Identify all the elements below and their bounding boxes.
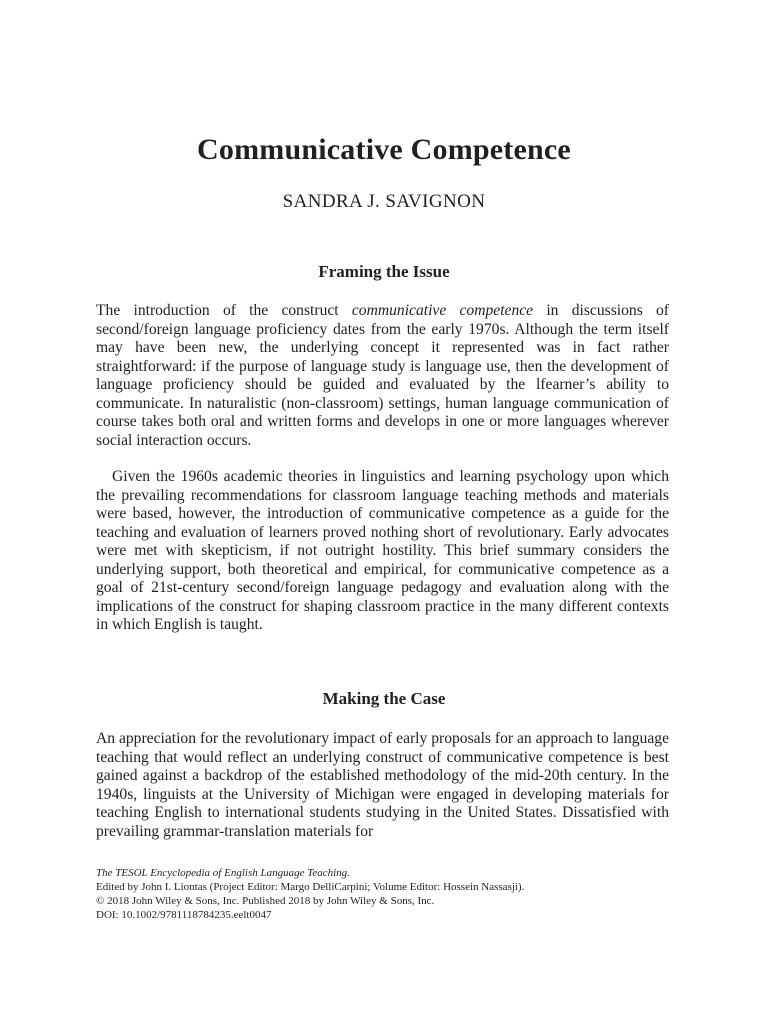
paragraph-framing-1 [96,302,669,450]
section-heading-making: Making the Case [322,689,446,708]
footer-editors: Edited by John I. Liontas (Project Editor: Margo DelliCarpini; Volume Editor: Hossein Nassasji). [96,881,525,893]
footer-journal: The TESOL Encyclopedia of English Language Teaching. [96,867,350,879]
section-heading-framing: Framing the Issue [318,262,450,281]
paragraph-text: The introduction of the construct [96,302,352,319]
footer-doi: DOI: 10.1002/9781118784235.eelt0047 [96,909,272,921]
article-title: Communicative Competence [197,133,571,166]
article-author: SANDRA J. SAVIGNON [282,191,486,212]
paragraph-framing-2: Given the 1960s academic theories in linguistics and learning psychology upon which the prevailing recommendations for classroom language teaching methods and materials were based, however, the introduction of communicative competence as a guide for the teaching and evaluation of learners proved nothing short of revolutionary. Early advocates were met with skepticism, if not outright hostility. This brief summary considers the underlying support, both theoretical and empirical, for communicative competence as a goal of 21st-century second/foreign language pedagogy and evaluation along with the implications of the construct for shaping classroom practice in the many different contexts in which English is taught. [96,468,669,633]
paragraph-making-1: An appreciation for the revolutionary impact of early proposals for an approach to language teaching that would reflect an underlying construct of communicative competence is best gained against a backdrop of the established methodology of the mid-20th century. In the 1940s, linguists at the University of Michigan were engaged in developing materials for teaching English to international students studying in the United States. Dissatisfied with prevailing grammar-translation materials for [96,730,669,840]
publication-footer [96,866,669,922]
footer-copyright: © 2018 John Wiley & Sons, Inc. Published 2018 by John Wiley & Sons, Inc. [96,895,435,907]
paragraph-text: in discussions of second/foreign language proficiency dates from the early 1970s. Although the term itself may have been new, the underlying concept it represented was in fact rather straightforward: if the purpose of language study is language use, then the development of language proficiency should be guided and evaluated by the lfearner’s ability to communicate. In naturalistic (non-classroom) settings, human language communication of course takes both oral and written forms and develops in one or more languages wherever social interaction occurs. [96,302,669,449]
emphasized-term: communicative competence [351,302,534,319]
